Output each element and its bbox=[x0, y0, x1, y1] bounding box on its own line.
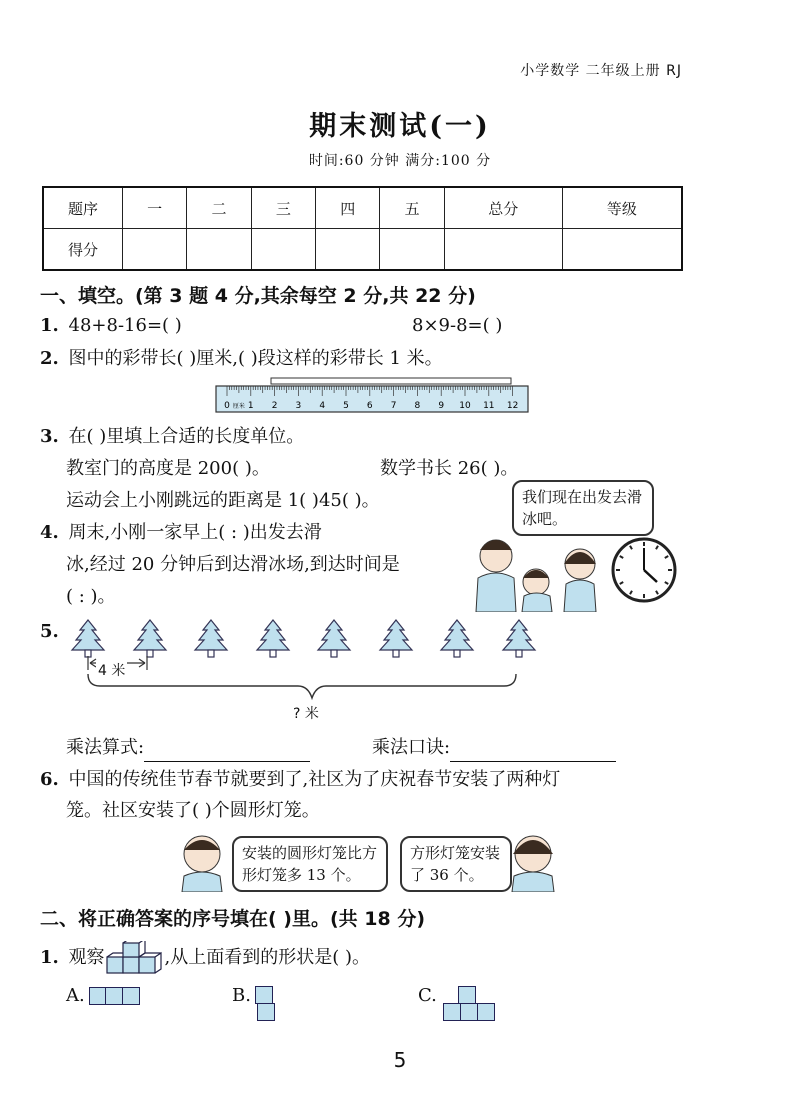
option-a[interactable] bbox=[66, 982, 140, 1010]
clock-icon bbox=[610, 536, 678, 604]
formula-line bbox=[66, 734, 310, 762]
option-label: C. bbox=[418, 985, 437, 1006]
q6-line-2: 笼。社区安装了( )个圆形灯笼。 bbox=[66, 800, 320, 821]
section-1-heading: 一、填空。(第 3 题 4 分,其余每空 2 分,共 22 分) bbox=[40, 285, 476, 307]
q1-left-expression: 48+8-16=( ) bbox=[68, 315, 182, 336]
ruler-tick-label: 11 bbox=[483, 401, 495, 411]
ruler-tick-label: 5 bbox=[343, 401, 349, 411]
score-cell[interactable] bbox=[251, 229, 315, 271]
table-cell: 二 bbox=[187, 187, 251, 229]
table-cell: 四 bbox=[316, 187, 380, 229]
score-cell[interactable] bbox=[562, 229, 682, 271]
q4-line-3: ( : )。 bbox=[66, 586, 116, 607]
boy-figure bbox=[522, 569, 552, 612]
ruler-tick-label: 2 bbox=[271, 401, 278, 411]
score-cell[interactable] bbox=[316, 229, 380, 271]
q3-line-1a: 教室门的高度是 200( )。 bbox=[66, 458, 270, 479]
score-cell[interactable] bbox=[123, 229, 187, 271]
q3-line-2: 运动会上小刚跳远的距离是 1( )45( )。 bbox=[66, 490, 380, 511]
question-prefix: 观察 bbox=[68, 947, 105, 968]
question-number: 4. bbox=[40, 522, 59, 543]
ruler-unit-label: 厘米 bbox=[232, 403, 245, 410]
table-cell: 一 bbox=[123, 187, 187, 229]
score-cell[interactable] bbox=[187, 229, 251, 271]
option-label: B. bbox=[232, 985, 251, 1006]
option-c-shape bbox=[443, 986, 495, 1020]
ruler-tick-label: 8 bbox=[414, 401, 421, 411]
ruler-tick-label: 4 bbox=[319, 401, 326, 411]
option-a-shape bbox=[90, 987, 140, 1005]
ruler-tick-label: 9 bbox=[438, 401, 445, 411]
chant-answer-line[interactable] bbox=[450, 741, 616, 762]
boy-illustration bbox=[174, 832, 230, 892]
chant-line bbox=[372, 734, 616, 762]
question-number: 2. bbox=[40, 348, 59, 369]
page-title: 期末测试(一) bbox=[309, 111, 491, 142]
girl-figure bbox=[564, 549, 596, 612]
ruler-figure bbox=[215, 376, 529, 414]
formula-answer-line[interactable] bbox=[144, 741, 310, 762]
table-cell: 三 bbox=[251, 187, 315, 229]
score-cell[interactable] bbox=[380, 229, 444, 271]
total-distance-label: ? 米 bbox=[293, 706, 319, 722]
ribbon-strip bbox=[271, 378, 511, 384]
question-text: 图中的彩带长( )厘米,( )段这样的彩带长 1 米。 bbox=[68, 348, 443, 369]
question-number: 6. bbox=[40, 769, 59, 790]
ruler-tick-label: 1 bbox=[247, 401, 254, 411]
table-cell: 五 bbox=[380, 187, 444, 229]
section-2-heading: 二、将正确答案的序号填在( )里。(共 18 分) bbox=[40, 908, 426, 930]
ruler-tick-label: 10 bbox=[459, 401, 471, 411]
question-6 bbox=[40, 766, 560, 794]
option-b[interactable] bbox=[232, 982, 275, 1021]
option-label: A. bbox=[66, 985, 85, 1006]
q1-right-expression: 8×9-8=( ) bbox=[412, 315, 503, 336]
table-cell: 得分 bbox=[43, 229, 123, 271]
question-1 bbox=[40, 312, 182, 340]
test-time-score: 时间:60 分钟 满分:100 分 bbox=[308, 153, 492, 169]
question-5 bbox=[40, 618, 59, 646]
table-cell: 总分 bbox=[444, 187, 562, 229]
question-4 bbox=[40, 519, 322, 547]
ruler-tick-label: 7 bbox=[390, 401, 397, 411]
question-text: 周末,小刚一家早上( : )出发去滑 bbox=[68, 522, 322, 543]
question-text: 在( )里填上合适的长度单位。 bbox=[68, 426, 305, 447]
question-text: 中国的传统佳节春节就要到了,社区为了庆祝春节安装了两种灯 bbox=[68, 769, 561, 790]
question-number: 1. bbox=[40, 947, 59, 968]
family-illustration bbox=[466, 520, 616, 612]
ruler-tick-label: 12 bbox=[506, 401, 519, 411]
table-cell: 题序 bbox=[43, 187, 123, 229]
option-b-shape bbox=[257, 986, 275, 1021]
table-cell: 等级 bbox=[562, 187, 682, 229]
total-brace bbox=[88, 674, 516, 698]
ruler-tick-label: 3 bbox=[295, 401, 302, 411]
formula-label: 乘法算式: bbox=[66, 737, 145, 758]
score-table-header-row bbox=[43, 187, 682, 229]
score-table-score-row bbox=[43, 229, 682, 271]
q4-line-2: 冰,经过 20 分钟后到达滑冰场,到达时间是 bbox=[66, 554, 400, 575]
question-number: 3. bbox=[40, 426, 59, 447]
page-header: 小学数学 二年级上册 RJ bbox=[520, 63, 682, 79]
question-2 bbox=[40, 345, 443, 373]
score-cell[interactable] bbox=[444, 229, 562, 271]
page-number: 5 bbox=[393, 1048, 407, 1072]
ruler-tick-label: 6 bbox=[366, 401, 373, 411]
score-table bbox=[42, 186, 683, 271]
question-suffix: ,从上面看到的形状是( )。 bbox=[164, 947, 371, 968]
q3-line-1b: 数学书长 26( )。 bbox=[380, 458, 519, 479]
option-c[interactable] bbox=[418, 982, 495, 1020]
speech-bubble: 我们现在出发去滑冰吧。 bbox=[512, 480, 654, 536]
ruler-tick-label: 0 bbox=[224, 401, 230, 411]
speech-bubble-left: 安装的圆形灯笼比方形灯笼多 13 个。 bbox=[232, 836, 388, 892]
question-number: 1. bbox=[40, 315, 59, 336]
cube-stack-icon bbox=[105, 941, 165, 975]
father-figure bbox=[476, 540, 516, 612]
distance-label: 4 米 bbox=[96, 660, 127, 680]
chant-label: 乘法口诀: bbox=[372, 737, 451, 758]
girl-illustration bbox=[504, 830, 562, 892]
section-2-question-1 bbox=[40, 941, 370, 975]
speech-bubble-right: 方形灯笼安装了 36 个。 bbox=[400, 836, 512, 892]
question-number: 5. bbox=[40, 621, 59, 642]
question-3 bbox=[40, 423, 304, 451]
